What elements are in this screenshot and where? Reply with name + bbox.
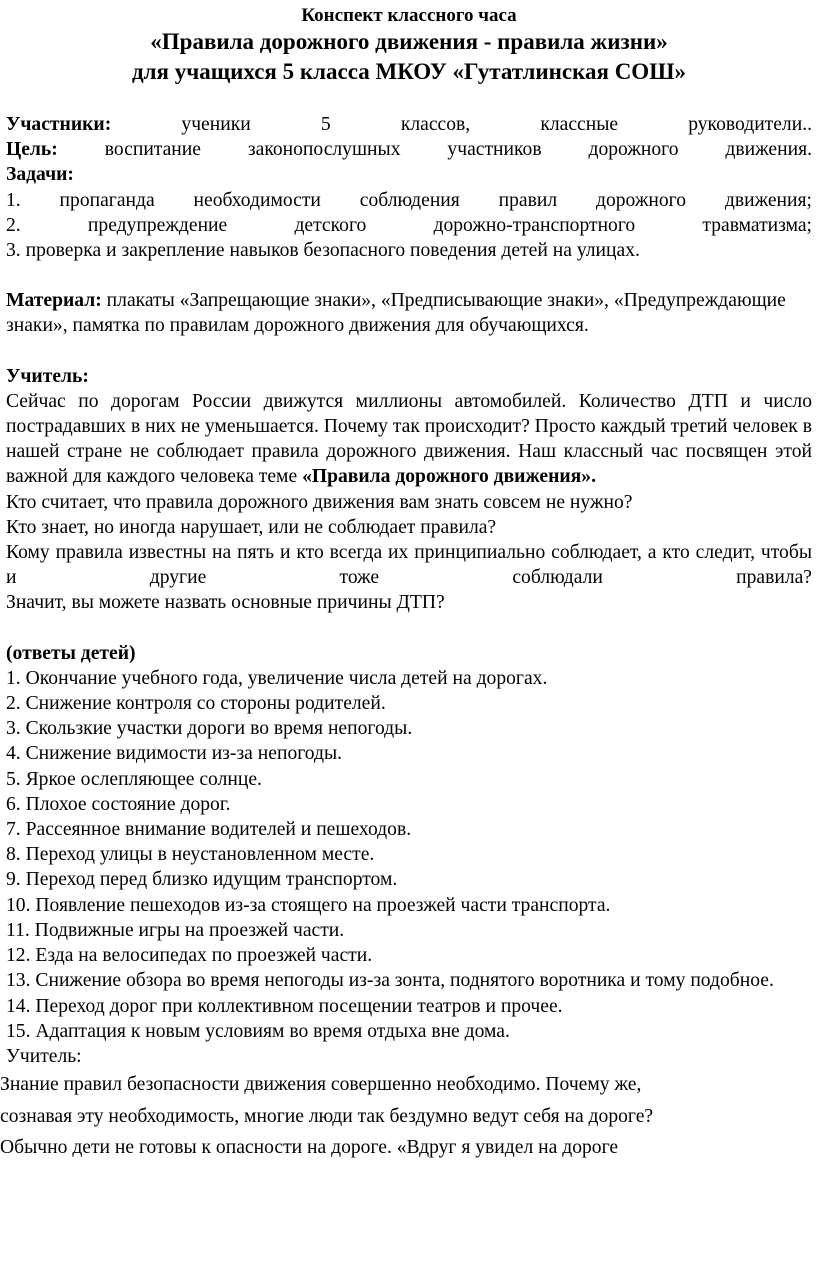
answer-item: 9. Переход перед близко идущим транспортом.	[6, 869, 398, 891]
material-label: Материал:	[6, 290, 102, 312]
answer-item: 7. Рассеянное внимание водителей и пешеходов.	[6, 819, 412, 841]
task-item: 2. предупреждение детского дорожно-транспортного травматизма;	[6, 214, 812, 236]
answer-item: 8. Переход улицы в неустановленном месте.	[6, 844, 375, 866]
spacer	[6, 339, 812, 364]
answer-item: 12. Езда на велосипедах по проезжей части.	[6, 945, 373, 967]
participants-label: Участники:	[6, 114, 112, 135]
answer-item: 10. Появление пешеходов из-за стоящего на проезжей части транспорта.	[6, 894, 611, 916]
goal-label: Цель:	[6, 139, 58, 161]
answer-item: 13. Снижение обзора во время непогоды из-за зонта, поднятого воротника и тому подобное.	[6, 970, 774, 992]
answer-item: 14. Переход дорог при коллективном посещении театров и прочее.	[6, 995, 563, 1017]
teacher-question: Кто знает, но иногда нарушает, или не соблюдает правила?	[6, 516, 497, 538]
spacer	[6, 616, 812, 641]
material-text: плакаты «Запрещающие знаки», «Предписывающие знаки», «Предупреждающие знаки», памятка по правилам дорожного движения для обучающихся.	[6, 290, 786, 337]
answer-item: 3. Скользкие участки дороги во время непогоды.	[6, 718, 413, 740]
answer-item: 15. Адаптация к новым условиям во время отдыха вне дома.	[6, 1020, 510, 1042]
answer-item: 6. Плохое состояние дорог.	[6, 793, 231, 815]
answer-item: 5. Яркое ослепляющее солнце.	[6, 768, 262, 790]
material-paragraph	[6, 288, 812, 338]
teacher-label: Учитель:	[6, 365, 89, 387]
teacher-question: Кому правила известны на пять и кто всегда их принципиально соблюдает, а кто следит, чтобы и другие тоже соблюдали правила?	[6, 542, 812, 589]
teacher-intro-text: Сейчас по дорогам России движутся миллионы автомобилей. Количество ДТП и число пострадавших в них не уменьшается. Почему так происходит? Просто каждый третий человек в нашей стране не соблюдает правила дорожного движения. Наш классный час посвящен этой важной для каждого человека теме	[6, 390, 812, 488]
closing-teacher-label: Учитель:	[6, 1045, 82, 1067]
participants-text: ученики 5 классов, классные руководители..	[111, 114, 812, 135]
doc-title-line2: для учащихся 5 класса МКОУ «Гутатлинская СОШ»	[132, 59, 686, 84]
closing-line: Знание правил безопасности движения совершенно необходимо. Почему же,	[0, 1074, 642, 1096]
participants-paragraph	[6, 112, 812, 137]
task-item: 1. пропаганда необходимости соблюдения правил дорожного движения;	[6, 189, 812, 211]
spacer	[6, 263, 812, 288]
spacer	[6, 87, 812, 112]
answer-item: 2. Снижение контроля со стороны родителей.	[6, 693, 386, 715]
task-item: 3. проверка и закрепление навыков безопасного поведения детей на улицах.	[6, 240, 640, 262]
doc-subtitle: Конспект классного часа	[301, 5, 517, 26]
answer-item: 1. Окончание учебного года, увеличение числа детей на дорогах.	[6, 667, 548, 689]
goal-paragraph	[6, 137, 812, 162]
closing-paragraph	[0, 1069, 812, 1164]
teacher-question: Значит, вы можете назвать основные причины ДТП?	[6, 592, 445, 614]
answers-label: (ответы детей)	[6, 642, 136, 664]
answer-item: 11. Подвижные игры на проезжей части.	[6, 919, 345, 941]
teacher-intro-topic: «Правила дорожного движения».	[302, 466, 596, 488]
closing-line: Обычно дети не готовы к опасности на дороге. «Вдруг я увидел на дороге	[0, 1137, 619, 1159]
teacher-intro	[6, 389, 812, 490]
tasks-label: Задачи:	[6, 164, 74, 186]
closing-line: сознавая эту необходимость, многие люди так бездумно ведут себя на дороге?	[0, 1105, 654, 1127]
doc-title: «Правила дорожного движения - правила жизни»	[150, 29, 668, 54]
goal-text: воспитание законопослушных участников дорожного движения.	[57, 139, 812, 161]
teacher-question: Кто считает, что правила дорожного движения вам знать совсем не нужно?	[6, 491, 633, 513]
answer-item: 4. Снижение видимости из-за непогоды.	[6, 743, 343, 765]
